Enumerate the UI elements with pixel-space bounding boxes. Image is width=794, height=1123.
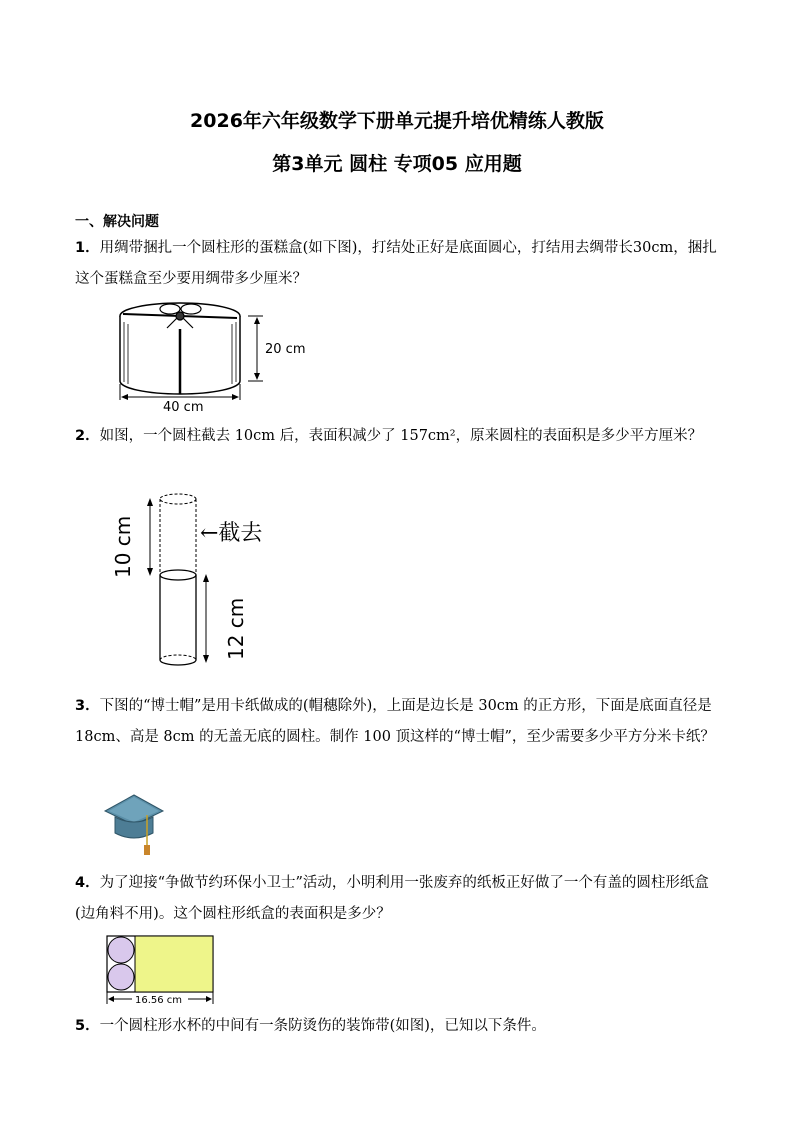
question-text: 用绸带捆扎一个圆柱形的蛋糕盒(如下图)，打结处正好是底面圆心，打结用去绸带长30cm，捆扎这个蛋糕盒至少要用绸带多少厘米？ [75, 240, 717, 287]
cake-box-figure [115, 296, 305, 414]
doctoral-hat-icon [103, 791, 165, 859]
height-label: 20 cm [265, 342, 305, 357]
question-4 [75, 868, 725, 930]
question-2 [75, 421, 725, 452]
question-text: 一个圆柱形水杯的中间有一条防烫伤的装饰带(如图)，已知以下条件。 [99, 1018, 546, 1034]
question-text: 下图的“博士帽”是用卡纸做成的(帽穗除外)，上面是边长是 30cm 的正方形，下面是底面直径是 18cm、高是 8cm 的无盖无底的圆柱。制作 100 顶这样的“博士帽”，至少需要多少平方分米卡纸？ [75, 698, 715, 745]
question-number: 3． [75, 698, 100, 714]
remaining-length-label: 12 cm [224, 597, 248, 660]
section-heading: 一、解决问题 [75, 214, 159, 230]
width-label: 16.56 cm [135, 995, 183, 1006]
question-5 [75, 1011, 725, 1042]
cut-cylinder-figure [100, 488, 300, 678]
cut-length-label: 10 cm [111, 515, 135, 578]
cardboard-figure [104, 934, 216, 1008]
question-number: 2． [75, 428, 100, 444]
question-number: 4． [75, 875, 100, 891]
question-text: 为了迎接“争做节约环保小卫士”活动，小明利用一张废弃的纸板正好做了一个有盖的圆柱形纸盒(边角料不用)。这个圆柱形纸盒的表面积是多少？ [75, 875, 709, 922]
document-title: 2026年六年级数学下册单元提升培优精练人教版 [190, 110, 604, 132]
question-number: 5． [75, 1018, 100, 1034]
cut-arrow-label: ←截去 [200, 521, 263, 546]
diameter-label: 40 cm [163, 400, 204, 414]
document-subtitle: 第3单元 圆柱 专项05 应用题 [272, 153, 522, 175]
question-number: 1． [75, 240, 100, 256]
question-1 [75, 233, 725, 295]
question-text: 如图，一个圆柱截去 10cm 后，表面积减少了 157cm²，原来圆柱的表面积是多少平方厘米？ [99, 428, 703, 444]
question-3 [75, 691, 725, 753]
